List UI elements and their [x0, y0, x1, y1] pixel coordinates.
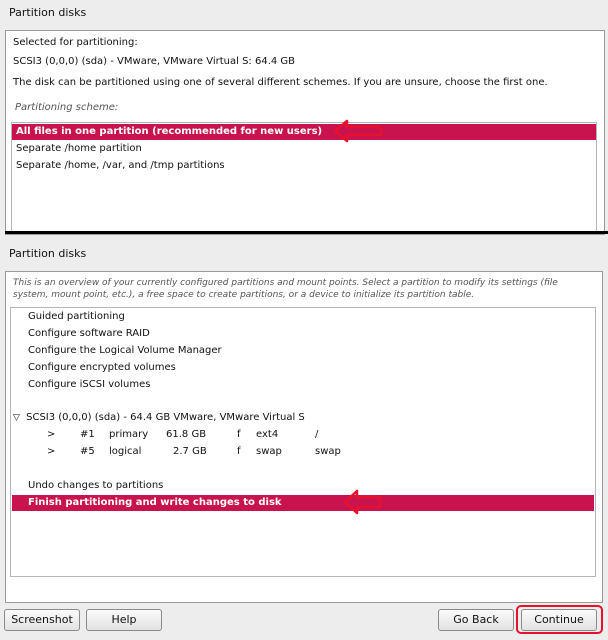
top-window-title: Partition disks [9, 6, 87, 19]
partition-arrow: > [47, 446, 56, 457]
disk-label: SCSI3 (0,0,0) (sda) - 64.4 GB VMware, VMware Virtual S [26, 412, 305, 423]
scheme-option-all-files[interactable]: All files in one partition (recommended for new users) [12, 124, 596, 140]
go-back-button[interactable]: Go Back [438, 609, 514, 631]
annotation-arrow-left-icon [343, 489, 383, 515]
partition-flag: f [237, 429, 241, 440]
partition-row[interactable] [11, 428, 571, 442]
partition-filesystem: swap [256, 446, 282, 457]
partition-mount: / [315, 429, 319, 440]
selected-for-partitioning-label: Selected for partitioning: [13, 37, 138, 48]
annotation-arrow-left-icon [333, 119, 385, 143]
partition-type: logical [109, 446, 142, 457]
collapse-triangle-icon[interactable]: ▽ [13, 413, 20, 423]
disk-row[interactable] [13, 411, 305, 425]
partition-filesystem: ext4 [256, 429, 279, 440]
menu-configure-software-raid[interactable]: Configure software RAID [28, 328, 150, 339]
partition-type: primary [109, 429, 149, 440]
partition-number: #5 [80, 446, 95, 457]
continue-button[interactable]: Continue [521, 609, 597, 631]
menu-configure-iscsi-volumes[interactable]: Configure iSCSI volumes [28, 379, 151, 390]
partition-overview-list[interactable] [10, 307, 596, 577]
menu-guided-partitioning[interactable]: Guided partitioning [28, 311, 125, 322]
partition-size: 2.7 GB [173, 446, 207, 457]
scheme-option-separate-home-var-tmp[interactable]: Separate /home, /var, and /tmp partitions [16, 160, 225, 171]
selected-disk-label: SCSI3 (0,0,0) (sda) - VMware, VMware Virtual S: 64.4 GB [13, 56, 296, 67]
partitioning-scheme-label: Partitioning scheme: [15, 102, 119, 113]
overview-description: This is an overview of your currently configured partitions and mount points. Select a partition to modify its settings (file system, mount point, etc.), a free space to create partitions, or a device to initialize its partition table. [13, 278, 558, 300]
partition-mount: swap [315, 446, 341, 457]
bottom-window-title: Partition disks [9, 247, 87, 260]
screenshot-divider [5, 231, 608, 234]
partition-arrow: > [47, 429, 56, 440]
menu-undo-changes[interactable]: Undo changes to partitions [28, 480, 164, 491]
menu-configure-lvm[interactable]: Configure the Logical Volume Manager [28, 345, 222, 356]
partition-flag: f [237, 446, 241, 457]
scheme-description: The disk can be partitioned using one of several different schemes. If you are unsure, choose the first one. [13, 77, 548, 88]
finish-partitioning-label: Finish partitioning and write changes to disk [28, 497, 282, 508]
partition-number: #1 [80, 429, 95, 440]
scheme-option-separate-home[interactable]: Separate /home partition [16, 143, 142, 154]
top-content-panel [5, 30, 605, 235]
partition-row[interactable] [11, 445, 571, 459]
screenshot-button[interactable]: Screenshot [4, 609, 80, 631]
menu-finish-partitioning[interactable] [12, 495, 594, 511]
bottom-content-panel [5, 271, 603, 603]
partition-size: 61.8 GB [166, 429, 207, 440]
partitioning-scheme-list[interactable] [11, 122, 597, 234]
menu-configure-encrypted-volumes[interactable]: Configure encrypted volumes [28, 362, 176, 373]
help-button[interactable]: Help [86, 609, 162, 631]
